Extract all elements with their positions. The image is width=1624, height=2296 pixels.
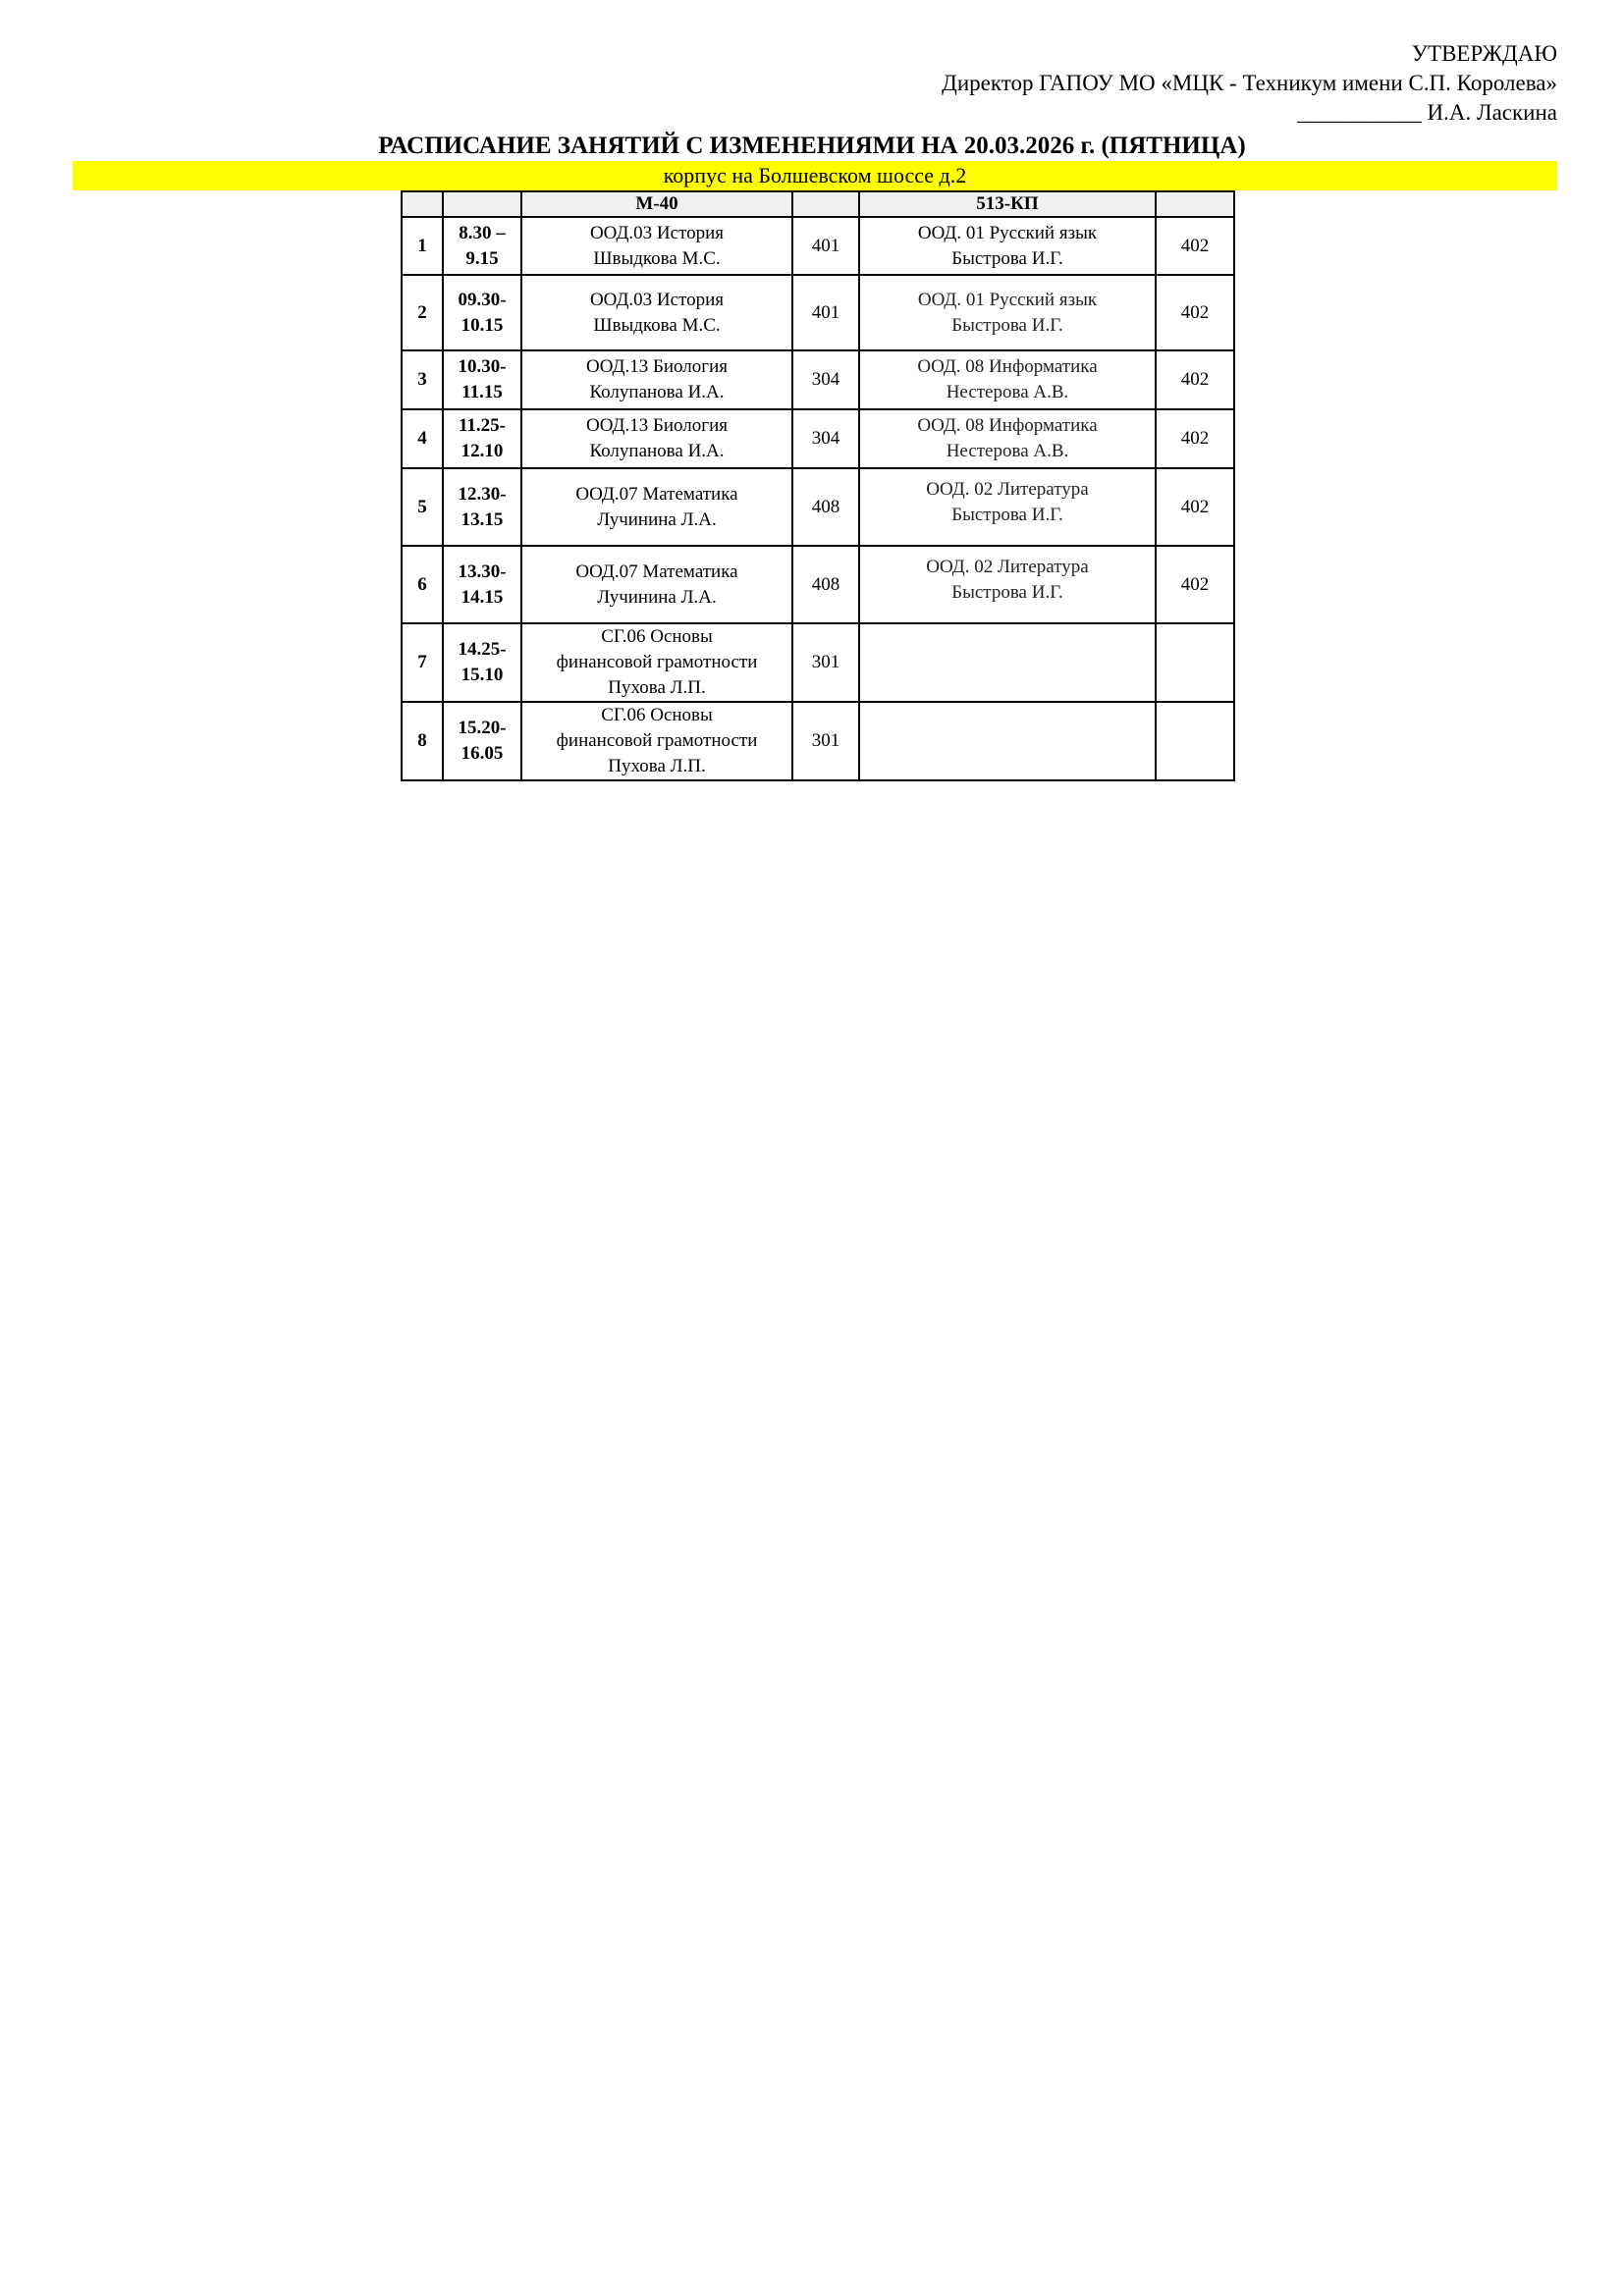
group2-room: 402	[1156, 275, 1234, 350]
lesson-time	[443, 350, 521, 409]
lesson-time	[443, 217, 521, 275]
subject: ООД.07 Математика	[575, 561, 738, 582]
approval-heading: УТВЕРЖДАЮ	[1411, 41, 1557, 66]
group2-lesson	[859, 546, 1156, 623]
schedule-title: РАСПИСАНИЕ ЗАНЯТИЙ С ИЗМЕНЕНИЯМИ НА 20.03.2026 г. (ПЯТНИЦА)	[378, 133, 1246, 159]
table-row	[402, 546, 1234, 623]
teacher: Пухова Л.П.	[608, 677, 706, 698]
subject: ООД. 08 Информатика	[917, 356, 1098, 377]
subject: ООД. 08 Информатика	[917, 415, 1098, 436]
group1-room: 304	[792, 409, 859, 468]
time-end: 14.15	[460, 586, 504, 608]
group1-lesson	[521, 546, 792, 623]
group1-lesson	[521, 468, 792, 546]
time-start: 12.30-	[458, 483, 507, 505]
subject-cont: финансовой грамотности	[556, 652, 758, 672]
time-start: 15.20-	[458, 718, 507, 738]
group1-room: 408	[792, 468, 859, 546]
group1-room: 408	[792, 546, 859, 623]
header-cell-empty	[792, 191, 859, 217]
header-cell-empty	[443, 191, 521, 217]
lesson-number: 7	[402, 623, 443, 702]
lesson-number: 3	[402, 350, 443, 409]
time-end: 15.10	[460, 665, 504, 685]
time-end: 12.10	[460, 441, 504, 461]
subject: ООД.13 Биология	[586, 415, 728, 436]
teacher: Швыдкова М.С.	[593, 314, 721, 336]
group1-lesson	[521, 350, 792, 409]
group2-room: 402	[1156, 546, 1234, 623]
group2-lesson	[859, 350, 1156, 409]
subject: ООД. 01 Русский язык	[917, 289, 1098, 310]
group2-room-empty	[1156, 623, 1234, 702]
group1-lesson	[521, 623, 792, 702]
group1-room: 304	[792, 350, 859, 409]
lesson-time	[443, 275, 521, 350]
building-banner: корпус на Болшевском шоссе д.2	[73, 161, 1557, 190]
group2-room: 402	[1156, 409, 1234, 468]
group2-lesson-empty	[859, 702, 1156, 780]
lesson-time	[443, 546, 521, 623]
lesson-time	[443, 702, 521, 780]
table-row	[402, 217, 1234, 275]
table-row	[402, 275, 1234, 350]
group1-room: 301	[792, 623, 859, 702]
group-header: М-40	[521, 191, 792, 217]
subject: СГ.06 Основы	[601, 705, 713, 725]
teacher: Быстрова И.Г.	[951, 505, 1063, 525]
group2-lesson	[859, 275, 1156, 350]
lesson-number: 1	[402, 217, 443, 275]
subject: ООД.03 История	[589, 289, 725, 310]
lesson-number: 5	[402, 468, 443, 546]
table-row	[402, 350, 1234, 409]
time-start: 14.25-	[458, 639, 507, 660]
table-header-row	[402, 191, 1234, 217]
teacher: Нестерова А.В.	[946, 441, 1069, 461]
header-cell-empty	[402, 191, 443, 217]
group2-lesson-empty	[859, 623, 1156, 702]
subject: ООД.03 История	[589, 222, 725, 243]
subject: ООД. 01 Русский язык	[917, 222, 1098, 243]
time-end: 9.15	[465, 247, 499, 269]
subject: ООД. 02 Литература	[926, 557, 1089, 577]
table-row	[402, 409, 1234, 468]
subject: ООД. 02 Литература	[926, 479, 1089, 500]
time-start: 10.30-	[458, 356, 507, 377]
teacher: Нестерова А.В.	[946, 382, 1069, 402]
teacher: Швыдкова М.С.	[593, 247, 721, 269]
group2-lesson	[859, 409, 1156, 468]
approval-block	[942, 39, 1557, 128]
time-end: 11.15	[461, 382, 503, 402]
group1-lesson	[521, 409, 792, 468]
group1-lesson	[521, 217, 792, 275]
subject-cont: финансовой грамотности	[556, 730, 758, 751]
teacher: Пухова Л.П.	[608, 756, 706, 776]
group2-lesson	[859, 217, 1156, 275]
time-end: 13.15	[460, 508, 504, 530]
header-cell-empty	[1156, 191, 1234, 217]
group2-room: 402	[1156, 350, 1234, 409]
approval-signature: ___________ И.А. Ласкина	[1297, 100, 1557, 125]
group1-lesson	[521, 275, 792, 350]
approval-director: Директор ГАПОУ МО «МЦК - Техникум имени С.П. Королева»	[942, 71, 1557, 95]
group1-lesson	[521, 702, 792, 780]
lesson-number: 6	[402, 546, 443, 623]
time-start: 8.30 –	[459, 222, 506, 243]
lesson-time	[443, 409, 521, 468]
teacher: Быстрова И.Г.	[951, 247, 1063, 269]
teacher: Колупанова И.А.	[589, 382, 725, 402]
time-start: 13.30-	[458, 561, 507, 582]
lesson-time	[443, 468, 521, 546]
group2-lesson	[859, 468, 1156, 546]
table-row	[402, 468, 1234, 546]
subject: СГ.06 Основы	[601, 626, 713, 647]
lesson-number: 2	[402, 275, 443, 350]
table-row	[402, 702, 1234, 780]
teacher: Быстрова И.Г.	[951, 582, 1063, 603]
lesson-number: 8	[402, 702, 443, 780]
group2-room-empty	[1156, 702, 1234, 780]
subject: ООД.07 Математика	[575, 483, 738, 505]
time-end: 10.15	[460, 314, 504, 336]
time-end: 16.05	[460, 743, 504, 764]
teacher: Лучинина Л.А.	[597, 586, 717, 608]
group1-room: 401	[792, 275, 859, 350]
group1-room: 401	[792, 217, 859, 275]
schedule-table	[401, 190, 1235, 781]
teacher: Лучинина Л.А.	[597, 508, 717, 530]
group-header: 513-КП	[859, 191, 1156, 217]
table-row	[402, 623, 1234, 702]
time-start: 09.30-	[458, 289, 507, 310]
lesson-number: 4	[402, 409, 443, 468]
teacher: Колупанова И.А.	[589, 441, 725, 461]
subject: ООД.13 Биология	[586, 356, 728, 377]
group1-room: 301	[792, 702, 859, 780]
time-start: 11.25-	[458, 415, 507, 436]
lesson-time	[443, 623, 521, 702]
group2-room: 402	[1156, 217, 1234, 275]
teacher: Быстрова И.Г.	[951, 314, 1063, 336]
group2-room: 402	[1156, 468, 1234, 546]
